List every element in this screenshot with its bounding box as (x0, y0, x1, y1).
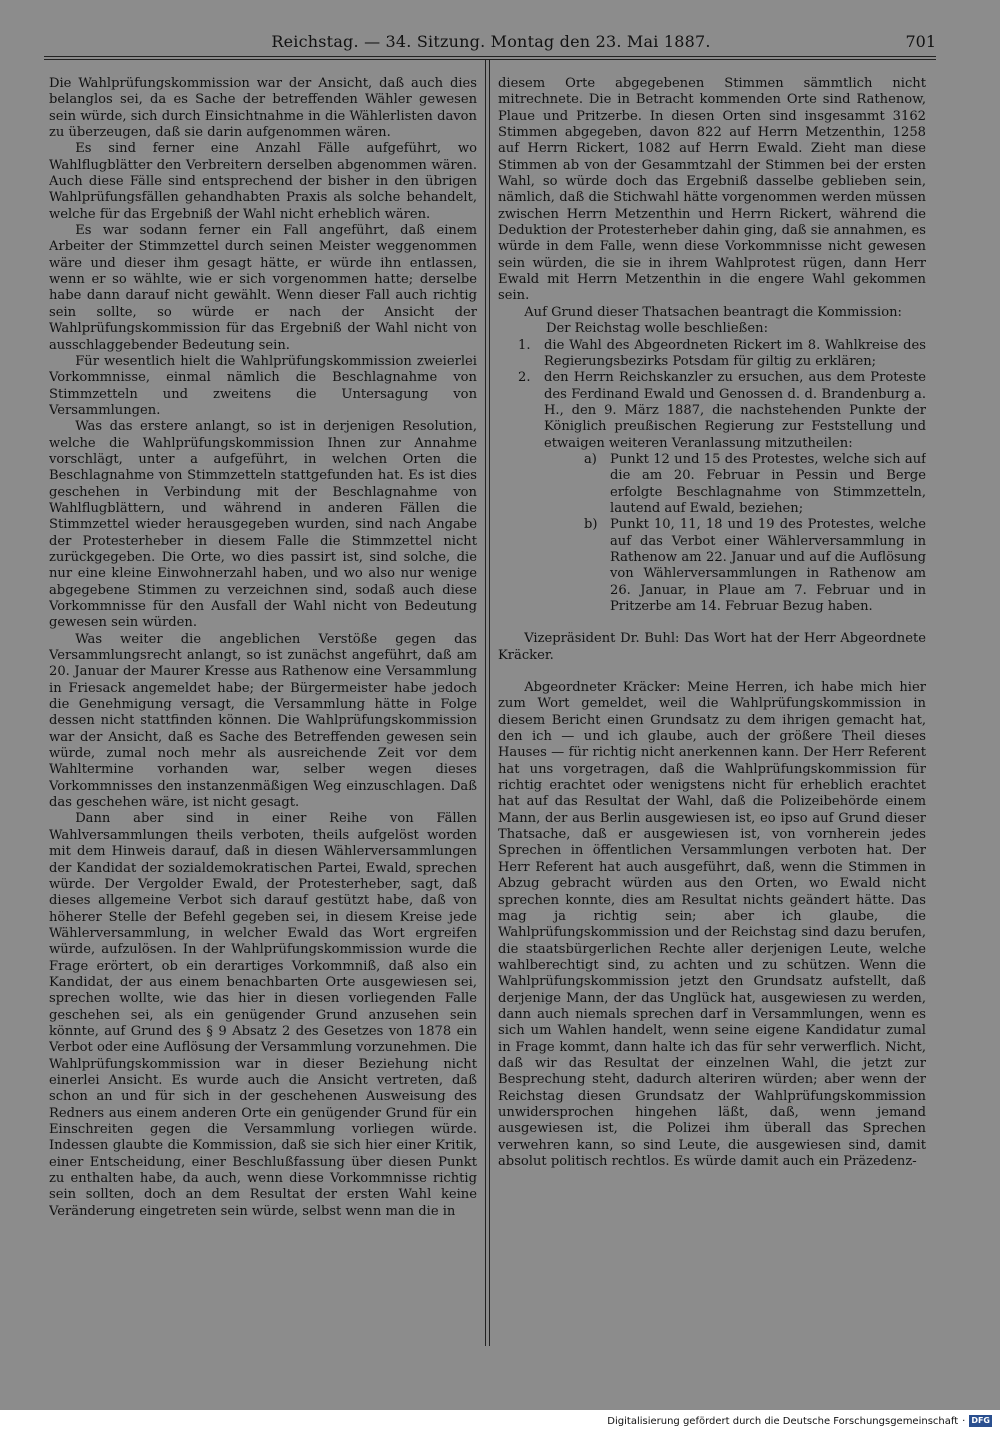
paragraph: Es war sodann ferner ein Fall angeführt, daß einem Arbeiter der Stimmzettel durch seinen Meister weggenommen wäre und dieser ihm gesagt hätte, er würde ihn entlassen, wenn er so wählte, wie er sich vorgenommen hatte; derselbe habe dann darauf nicht gewählt. Wenn dieser Fall auch richtig sein sollte, so würde er nach der Ansicht der Wahlprüfungskommission für das Ergebniß der Wahl nicht von ausschlaggebender Bedeutung sein. (49, 223, 477, 353)
paragraph: Es sind ferner eine Anzahl Fälle aufgeführt, wo Wahlflugblätter den Verbreitern derselben abgenommen wären. Auch diese Fälle sind entsprechend der bisher in den übrigen Wahlprüfungsfällen gehandhabten Praxis als solche behandelt, welche für das Ergebniß der Wahl nicht erheblich wären. (49, 141, 477, 222)
paragraph: diesem Orte abgegebenen Stimmen sämmtlich nicht mitrechnete. Die in Betracht kommenden Orte sind Rathenow, Plaue und Pritzerbe. In diesen Orten sind insgesammt 3162 Stimmen abgegeben, davon 822 auf Herrn Metzenthin, 1258 auf Herrn Rickert, 1082 auf Herrn Ewald. Zieht man diese Stimmen ab von der Gesammtzahl der Stimmen bei der ersten Wahl, so würde doch das Ergebniß dasselbe geblieben sein, nämlich, daß die Stichwahl hätte vorgenommen werden müssen zwischen Herrn Metzenthin und Herrn Rickert, während die Deduktion der Protesterheber dahin ging, daß sie annahmen, es würde in dem Falle, wenn diese Vorkommnisse nicht gewesen sein würden, die sie in ihrem Wahlprotest rügen, dann Herr Ewald mit Herrn Metzenthin in die engere Wahl gekommen sein. (498, 76, 926, 304)
motion-item (498, 370, 926, 452)
speaker-name: Vizepräsident Dr. Buhl: (524, 631, 680, 647)
paragraph: Für wesentlich hielt die Wahlprüfungskommission zweierlei Vorkommnisse, einmal nämlich die Beschlagnahme von Stimmzetteln und zweitens die Untersagung von Versammlungen. (49, 353, 477, 418)
column-divider (485, 60, 486, 1346)
subitem-label: a) (584, 451, 597, 467)
motion-subitem (498, 452, 926, 517)
item-text: die Wahl des Abgeordneten Rickert im 8. Wahlkreise des Regierungsbezirks Potsdam für giltig zu erklären; (544, 337, 926, 369)
speech-kraecker (498, 680, 926, 1170)
page-header (46, 30, 936, 54)
header-rule-double (44, 59, 936, 60)
paragraph: Auf Grund dieser Thatsachen beantragt die Kommission: (524, 304, 902, 320)
subitem-label: b) (584, 517, 598, 533)
item-number: 2. (518, 370, 531, 386)
running-title: Reichstag. — 34. Sitzung. Montag den 23. Mai 1887. (271, 32, 711, 51)
speech-text: Meine Herren, ich habe mich hier zum Wort gemeldet, weil die Wahlprüfungskommission in diesem Bericht einen Grundsatz zu dem ihrigen gemacht hat, den ich — und ich glaube, auch der größere Theil dieses Hauses — für richtig nicht anerkennen kann. Der Herr Referent hat uns vorgetragen, daß die Wahlprüfungskommission für richtig erachtet oder wenigstens nicht für erheblich erachtet hat auf das Resultat der Wahl, daß die Polizeibehörde einem Mann, der aus Berlin ausgewiesen ist, eo ipso auf Grund dieser Thatsache, daß er ausgewiesen ist, von vornherein jedes Sprechen in öffentlichen Versammlungen verboten hat. Der Herr Referent hat auch ausgeführt, daß, wenn die Stimmen in Abzug gebracht würden aus den Orten, wo Ewald nicht sprechen konnte, dies am Resultat nichts geändert hätte. Das mag ja richtig sein; aber ich glaube, die Wahlprüfungskommission und der Reichstag sind dazu berufen, die staatsbürgerlichen Rechte aller derjenigen Leute, welche wahlberechtigt sind, zu achten und zu schützen. Wenn die Wahlprüfungskommission jetzt den Grundsatz aufstellt, daß derjenige Mann, der das Unglück hat, ausgewiesen zu werden, dann auch niemals sprechen darf in Versammlungen, wenn es sich um Wahlen handelt, wenn seine eigene Kandidatur zumal in Frage kommt, dann halte ich das für sehr verwerflich. Nicht, daß wir das Resultat der einzelnen Wahl, die jetzt zur Besprechung steht, dadurch alteriren würden; aber wenn der Reichstag diesen Grundsatz der Wahlprüfungskommission unwidersprochen hingehen läßt, daß, wenn jemand ausgewiesen ist, die Polizei ihm überall das Sprechen verwehren kann, so sind Leute, die ausgewiesen sind, damit absolut politisch rechtlos. Es würde damit auch ein Präzedenz- (498, 680, 926, 1169)
paragraph: Was weiter die angeblichen Verstöße gegen das Versammlungsrecht anlangt, so ist zunächst angeführt, daß am 20. Januar der Maurer Kresse aus Rathenow eine Versammlung in Friesack angemeldet habe; der Bürgermeister habe jedoch die Genehmigung versagt, die Versammlung hätte in Folge dessen nicht stattfinden können. Die Wahlprüfungskommission war der Ansicht, daß es Sache des Betreffenden gewesen sein würde, zumal noch mehr als ausreichende Zeit vor dem Wahltermine vorhanden war, selber wegen dieses Vorkommnisses den instanzenmäßigen Weg einzuschlagen. Daß das geschehen wäre, ist nicht gesagt. (49, 631, 477, 811)
paragraph: Die Wahlprüfungskommission war der Ansicht, daß auch dies belanglos sei, da es Sache der betreffenden Wähler gewesen sein würde, sich durch Einsichtnahme in die Wählerlisten davon zu überzeugen, daß sie darin aufgenommen wären. (49, 76, 477, 141)
footer-text: Digitalisierung gefördert durch die Deutsche Forschungsgemeinschaft (607, 1415, 959, 1427)
subitem-text: Punkt 10, 11, 18 und 19 des Protestes, welche auf das Verbot einer Wählerversammlung in Rathenow am 22. Januar und auf die Auflösung von Wählerversammlungen in Rathenow am 26. Januar, in Plaue am 7. Februar und in Pritzerbe am 14. Februar Bezug haben. (610, 517, 926, 614)
speech-text: Das Wort hat der Herr Abgeordnete Kräcker. (498, 631, 926, 663)
spacer (498, 664, 926, 680)
page-number: 701 (905, 32, 936, 51)
speech-vizepraesident (498, 631, 926, 664)
item-text: den Herrn Reichskanzler zu ersuchen, aus dem Proteste des Ferdinand Ewald und Genossen d. d. Brandenburg a. H., den 9. März 1887, die nachstehenden Punkte der Königlich preußischen Regierung zur Feststellung und etwaigen weiteren Veranlassung mitzutheilen: (544, 370, 926, 451)
footer-credit (607, 1414, 992, 1428)
speaker-name: Abgeordneter Kräcker: (524, 680, 681, 696)
spacer (498, 615, 926, 631)
header-rule (44, 56, 936, 57)
motion-intro: Der Reichstag wolle beschließen: (546, 321, 769, 337)
paragraph: Was das erstere anlangt, so ist in derjenigen Resolution, welche die Wahlprüfungskommission Ihnen zur Annahme vorschlägt, unter a aufgeführt, in welchen Orten die Beschlagnahme von Stimmzetteln stattgefunden hat. Es ist dies geschehen in Verbindung mit der Beschlagnahme von Wahlflugblättern, und während in anderen Fällen die Stimmzettel wieder herausgegeben wurden, sind nach Angabe der Protesterheber in diesem Falle die Stimmzettel nicht zurückgegeben. Die Orte, wo dies passirt ist, sind solche, die nur eine kleine Einwohnerzahl haben, und wo also nur wenige abgegebene Stimmen zu verzeichnen sind, sodaß auch diese Vorkommnisse für den Ausfall der Wahl nicht von Bedeutung gewesen sein würden. (49, 419, 477, 631)
motion-subitem (498, 517, 926, 615)
subitem-text: Punkt 12 und 15 des Protestes, welche sich auf die am 20. Februar in Pessin und Berge erfolgte Beschlagnahme von Stimmzetteln, lautend auf Ewald, beziehen; (610, 451, 926, 516)
right-column (498, 76, 926, 1338)
footer-separator: · (962, 1415, 966, 1427)
motion-item (498, 338, 926, 371)
column-divider-double (489, 60, 490, 1346)
dfg-logo: DFG (971, 1416, 990, 1425)
item-number: 1. (518, 337, 531, 353)
left-column (49, 76, 477, 1338)
paragraph: Dann aber sind in einer Reihe von Fällen Wahlversammlungen theils verboten, theils aufgelöst worden mit dem Hinweis darauf, daß in diesen Wählerversammlungen der Kandidat der sozialdemokratischen Partei, Ewald, sprechen würde. Der Vergolder Ewald, der Protesterheber, sagt, daß dieses allgemeine Verbot sich darauf gestützt habe, daß von höherer Stelle der Befehl gegeben sei, in diesem Kreise jede Wählerversammlung, in welcher Ewald das Wort ergreifen würde, aufzulösen. In der Wahlprüfungskommission wurde die Frage erörtert, ob ein derartiges Vorkommniß, daß also ein Kandidat, der aus einem benachbarten Orte ausgewiesen sei, sprechen wollte, wie das hier in diesen vorliegenden Falle geschehen sei, als ein genügender Grund anzusehen sein könnte, auf Grund des § 9 Absatz 2 des Gesetzes von 1878 ein Verbot oder eine Auflösung der Versammlung vorzunehmen. Die Wahlprüfungskommission war in dieser Beziehung nicht einerlei Ansicht. Es wurde auch die Ansicht vertreten, daß schon an und für sich in der geschehenen Ausweisung des Redners aus einem anderen Orte ein genügender Grund für ein Einschreiten gegen die Versammlung vorliegen würde. Indessen glaubte die Kommission, daß sie sich hier einer Kritik, einer Entscheidung, einer Beschlußfassung über diesen Punkt zu enthalten habe, da auch, wenn diese Vorkommnisse richtig sein sollten, doch an dem Resultat der ersten Wahl keine Veränderung eingetreten sein würde, selbst wenn man die in (49, 811, 477, 1219)
